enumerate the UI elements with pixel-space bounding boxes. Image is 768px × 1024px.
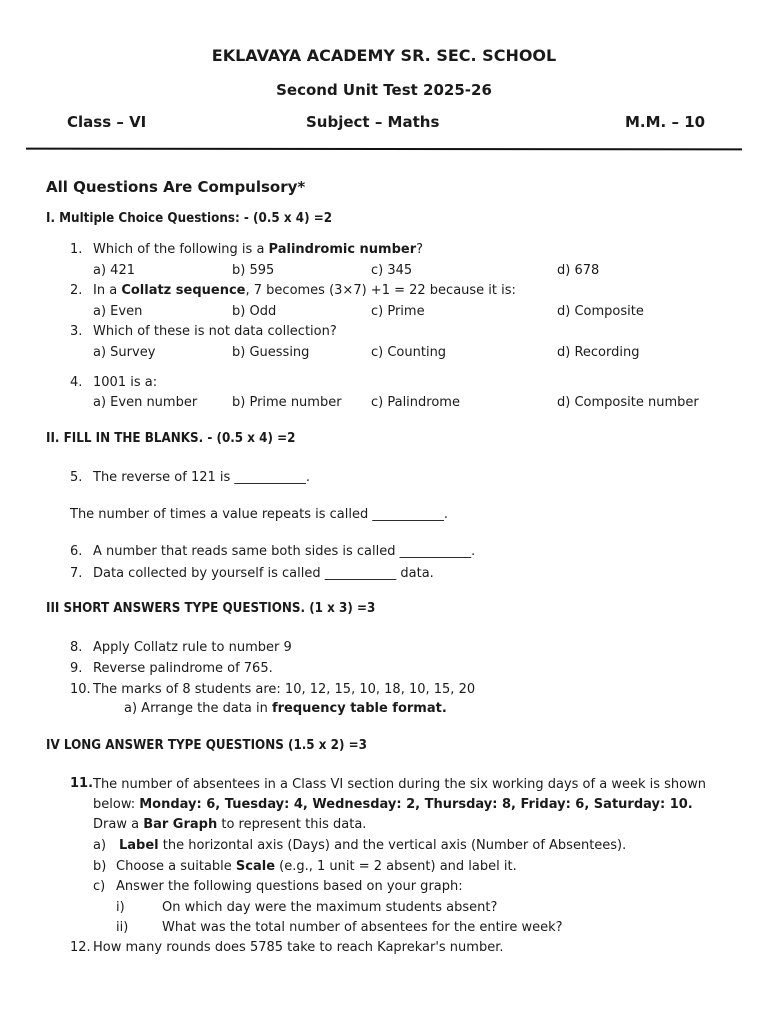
sub-i-text: On which day were the maximum students absent? — [162, 900, 498, 915]
question-12: How many rounds does 5785 take to reach Kaprekar's number. — [93, 940, 504, 955]
question-number: 8. — [70, 640, 83, 655]
part-a-text: Label the horizontal axis (Days) and the vertical axis (Number of Absentees). — [119, 838, 627, 853]
class-label: Class – VI — [67, 113, 147, 131]
fill-unnumbered-question: The number of times a value repeats is called ___________. — [70, 507, 449, 522]
max-marks-label: M.M. – 10 — [625, 113, 706, 131]
part-b-text: Choose a suitable Scale (e.g., 1 unit = 2 absent) and label it. — [116, 859, 517, 874]
question-text: Which of the following is a Palindromic number? — [93, 242, 424, 257]
question-6: A number that reads same both sides is called ___________. — [93, 544, 476, 559]
part-c-label: c) — [93, 879, 106, 894]
question-number: 7. — [70, 566, 83, 581]
question-number: 3. — [70, 324, 83, 339]
option-a: a) Even number — [93, 395, 198, 410]
option-d: d) 678 — [557, 263, 600, 278]
question-number: 6. — [70, 544, 83, 559]
option-a: a) 421 — [93, 263, 135, 278]
option-d: d) Composite number — [557, 395, 699, 410]
question-number: 11. — [70, 776, 94, 791]
question-9: Reverse palindrome of 765. — [93, 661, 273, 676]
option-b: b) Guessing — [232, 345, 310, 360]
option-c: c) Prime — [371, 304, 425, 319]
option-d: d) Recording — [557, 345, 640, 360]
question-5: The reverse of 121 is ___________. — [93, 470, 311, 485]
sub-ii-label: ii) — [116, 920, 129, 935]
question-number: 10. — [70, 682, 91, 697]
option-b: b) 595 — [232, 263, 275, 278]
question-11-line-3: Draw a Bar Graph to represent this data. — [93, 817, 367, 832]
school-name: EKLAVAYA ACADEMY SR. SEC. SCHOOL — [211, 46, 557, 65]
header-divider — [26, 148, 742, 151]
option-b: b) Odd — [232, 304, 277, 319]
question-11-line-2: below: Monday: 6, Tuesday: 4, Wednesday: 2, Thursday: 8, Friday: 6, Saturday: 10. — [93, 797, 693, 812]
question-10-part-a: a) Arrange the data in frequency table format. — [124, 701, 447, 716]
test-title: Second Unit Test 2025-26 — [276, 81, 492, 99]
question-number: 1. — [70, 242, 83, 257]
sub-ii-text: What was the total number of absentees for the entire week? — [162, 920, 563, 935]
question-number: 5. — [70, 470, 83, 485]
question-8: Apply Collatz rule to number 9 — [93, 640, 292, 655]
section-long-heading: IV LONG ANSWER TYPE QUESTIONS (1.5 x 2) =3 — [46, 738, 367, 753]
question-text: Which of these is not data collection? — [93, 324, 337, 339]
question-10: The marks of 8 students are: 10, 12, 15, 10, 18, 10, 15, 20 — [93, 682, 476, 697]
option-a: a) Survey — [93, 345, 156, 360]
option-c: c) Palindrome — [371, 395, 460, 410]
section-short-heading: III SHORT ANSWERS TYPE QUESTIONS. (1 x 3) =3 — [46, 601, 376, 616]
instructions: All Questions Are Compulsory* — [46, 178, 306, 196]
option-c: c) 345 — [371, 263, 413, 278]
sub-i-label: i) — [116, 900, 125, 915]
part-a-label: a) — [93, 838, 107, 853]
question-7: Data collected by yourself is called ___________ data. — [93, 566, 434, 581]
question-number: 4. — [70, 375, 83, 390]
question-text: 1001 is a: — [93, 375, 158, 390]
part-b-label: b) — [93, 859, 107, 874]
question-number: 2. — [70, 283, 83, 298]
option-a: a) Even — [93, 304, 143, 319]
question-number: 9. — [70, 661, 83, 676]
option-c: c) Counting — [371, 345, 447, 360]
section-mcq-heading: I. Multiple Choice Questions: - (0.5 x 4) =2 — [46, 211, 333, 226]
part-c-text: Answer the following questions based on your graph: — [116, 879, 463, 894]
subject-label: Subject – Maths — [306, 113, 440, 131]
option-d: d) Composite — [557, 304, 644, 319]
option-b: b) Prime number — [232, 395, 342, 410]
question-11-line-1: The number of absentees in a Class VI section during the six working days of a week is shown — [93, 777, 706, 792]
section-fill-heading: II. FILL IN THE BLANKS. - (0.5 x 4) =2 — [46, 431, 296, 446]
question-number: 12. — [70, 940, 91, 955]
question-text: In a Collatz sequence, 7 becomes (3×7) +1 = 22 because it is: — [93, 283, 516, 298]
